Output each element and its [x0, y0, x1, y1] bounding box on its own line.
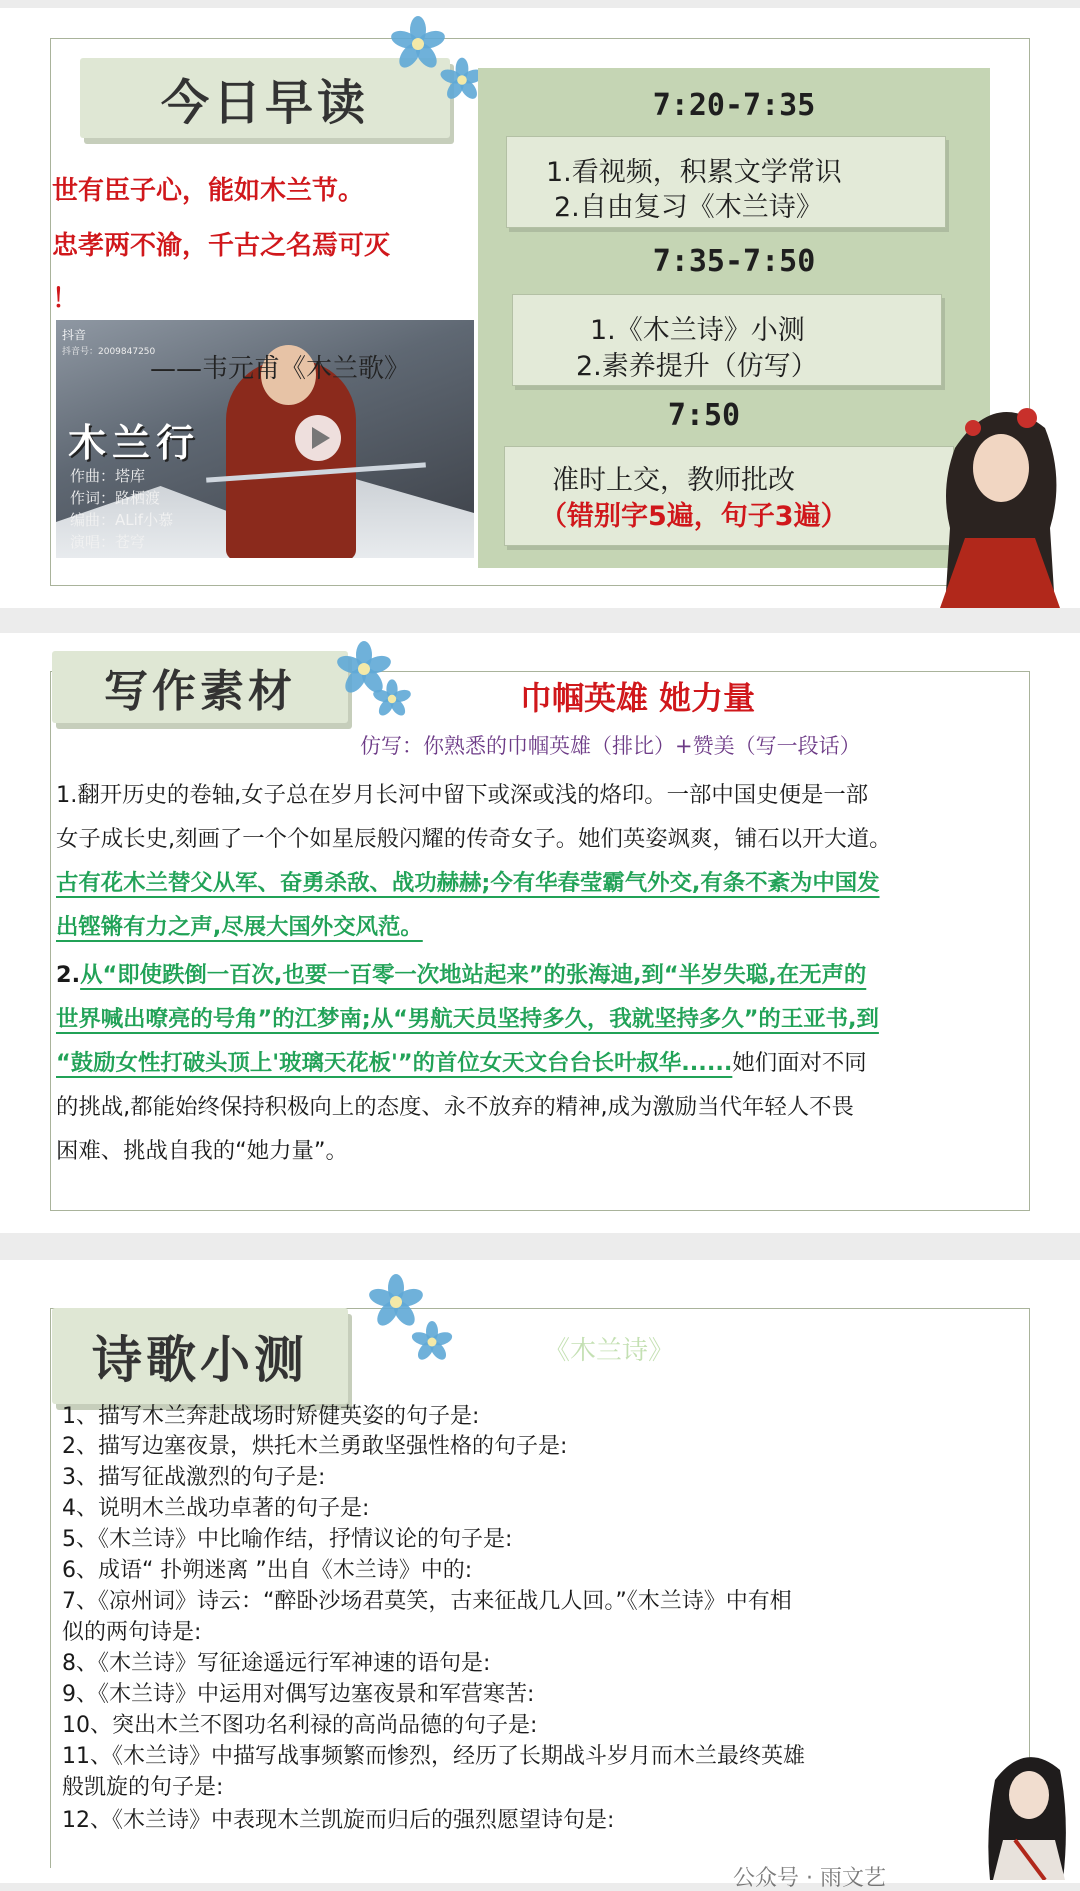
blue-flower-icon	[371, 678, 413, 720]
schedule-item: 准时上交，教师批改	[552, 465, 795, 496]
paragraph-2: 2.从“即使跌倒一百次,也要一百零一次地站起来”的张海迪,到“半岁失聪,在无声的 世界喊出嘹亮的号角”的江梦南;从“男航天员坚持多久，我就坚持多久”的王亚书,到 “鼓励女性打破头顶上'玻璃天花板'”的首位女天文台台长叶叔华......她们面对不同 的挑战,都能始终保持积极向上的态度、永不放弃的精神,成为激励当代年轻人不畏 困难、挑战自我的“她力量”。	[56, 962, 879, 1164]
poetry-quiz-panel	[0, 1260, 1080, 1891]
question: 5、《木兰诗》中比喻作结，抒情议论的句子是:	[62, 1527, 513, 1552]
schedule-item: 1.《木兰诗》小测	[590, 315, 805, 346]
douyin-logo: 抖音	[62, 328, 87, 342]
quote-attribution: ——韦元甫《木兰歌》	[150, 354, 411, 384]
question-continued: 似的两句诗是:	[62, 1620, 202, 1645]
time-slot-1: 7:20-7:35	[652, 88, 816, 123]
question: 6、成语“ 扑朔迷离 ”出自《木兰诗》中的:	[62, 1558, 473, 1583]
question-continued: 般凯旋的句子是:	[62, 1775, 224, 1800]
song-credits: 作曲：塔库 作词：路栖渡 编曲：ALif小慕 演唱：苍穹	[70, 467, 174, 551]
ancient-costume-character-icon	[985, 1740, 1070, 1880]
song-title: 木兰行	[68, 420, 201, 465]
quote-line-2: 忠孝两不渝，千古之名焉可灭	[52, 231, 391, 261]
section-title: 诗歌小测	[52, 1308, 348, 1404]
schedule-item: 1.看视频，积累文学常识	[546, 157, 842, 188]
quote-line-1: 世有臣子心，能如木兰节。	[52, 176, 365, 206]
schedule-item: 2.自由复习《木兰诗》	[554, 192, 823, 223]
instruction: 仿写：你熟悉的巾帼英雄（排比）+赞美（写一段话）	[360, 734, 861, 758]
question: 12、《木兰诗》中表现木兰凯旋而归后的强烈愿望诗句是:	[62, 1808, 615, 1833]
schedule-item: 2.素养提升（仿写）	[576, 351, 818, 382]
paragraph-1: 1.翻开历史的卷轴,女子总在岁月长河中留下或深或浅的烙印。一部中国史便是一部 女子成长史,刻画了一个个如星辰般闪耀的传奇女子。她们英姿飒爽，铺石以开大道。 古有花木兰替父从军、奋勇杀敌、战功赫赫;今有华春莹霸气外交,有条不紊为中国发 出铿锵有力之声,尽展大国外交风范。	[56, 782, 892, 940]
section-title: 今日早读	[80, 58, 450, 138]
time-slot-3: 7:50	[667, 398, 741, 433]
schedule-panel	[478, 68, 990, 568]
poem-title: 《木兰诗》	[544, 1336, 675, 1366]
headline: 巾帼英雄 她力量	[520, 679, 756, 717]
schedule-item-highlight: （错别字5遍，句子3遍）	[540, 501, 848, 532]
question: 1、描写木兰奔赴战场时矫健英姿的句子是:	[62, 1404, 480, 1429]
watermark: 公众号 · 雨文艺	[733, 1866, 886, 1891]
ancient-costume-character-icon	[935, 388, 1065, 608]
section-title: 写作素材	[52, 651, 348, 723]
morning-reading-panel	[0, 8, 1080, 608]
video-id: 抖音号：2009847250	[62, 347, 156, 357]
quote-line-3: ！	[52, 284, 79, 314]
question: 7、《凉州词》诗云：“醉卧沙场君莫笑，古来征战几人回。”《木兰诗》中有相	[62, 1589, 792, 1614]
question: 2、描写边塞夜景，烘托木兰勇敢坚强性格的句子是:	[62, 1434, 568, 1459]
play-button[interactable]	[295, 415, 341, 461]
writing-material-panel	[0, 633, 1080, 1233]
question: 8、《木兰诗》写征途遥远行军神速的语句是:	[62, 1651, 491, 1676]
question: 10、突出木兰不图功名利禄的高尚品德的句子是:	[62, 1713, 538, 1738]
time-slot-2: 7:35-7:50	[652, 244, 816, 279]
blue-flower-icon	[410, 1320, 455, 1365]
question: 11、《木兰诗》中描写战事频繁而惨烈，经历了长期战斗岁月而木兰最终英雄	[62, 1744, 805, 1769]
question: 4、说明木兰战功卓著的句子是:	[62, 1496, 370, 1521]
question: 3、描写征战激烈的句子是:	[62, 1465, 326, 1490]
question: 9、《木兰诗》中运用对偶写边塞夜景和军营寒苦:	[62, 1682, 535, 1707]
